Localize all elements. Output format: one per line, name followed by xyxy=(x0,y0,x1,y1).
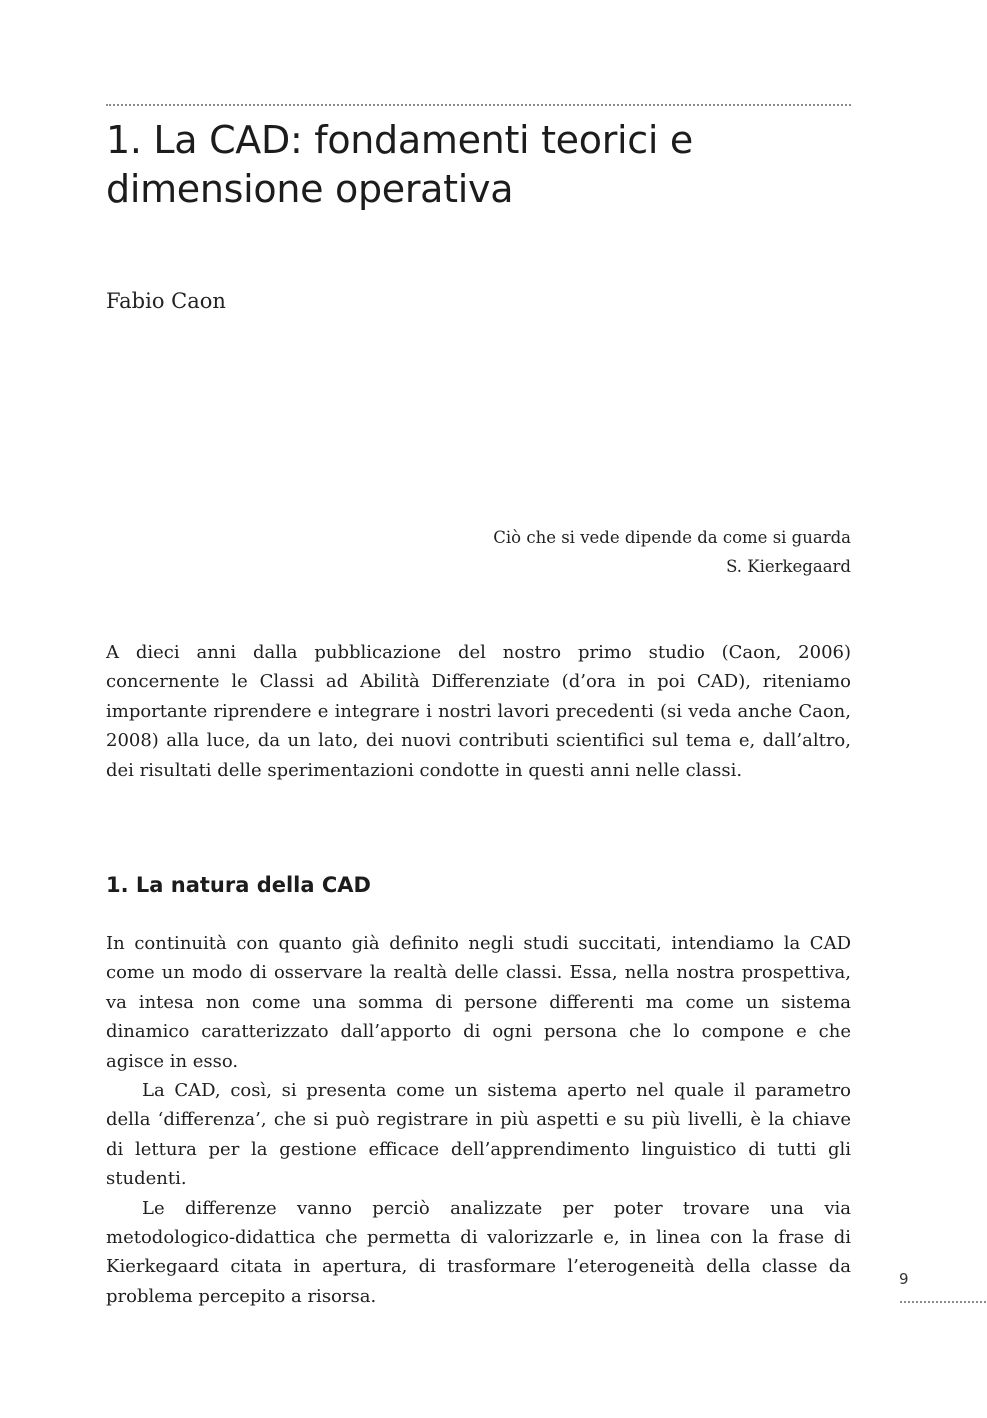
top-dotted-rule xyxy=(106,104,851,106)
chapter-title xyxy=(106,116,866,214)
section-paragraph-2: La CAD, così, si presenta come un sistema aperto nel quale il parametro della ‘differenza’, che si può registrare in più aspetti e su più livelli, è la chiave di lettura per la gestione efficace dell’apprendimento linguistico di tutti gli studenti. xyxy=(106,1080,851,1190)
section-paragraph-3: Le differenze vanno perciò analizzate per poter trovare una via metodologico-didattica che permetta di valorizzarle e, in linea con la frase di Kierkegaard citata in apertura, di trasformare l’eterogeneità della classe da problema percepito a risorsa. xyxy=(106,1197,851,1307)
chapter-author: Fabio Caon xyxy=(106,289,226,313)
epigraph-quote: Ciò che si vede dipende da come si guarda xyxy=(493,528,851,547)
epigraph-attribution: S. Kierkegaard xyxy=(726,557,851,576)
chapter-title-line-1: 1. La CAD: fondamenti teorici e xyxy=(106,118,693,162)
section-body xyxy=(106,929,851,1311)
intro-section xyxy=(106,638,851,785)
chapter-title-line-2: dimensione operativa xyxy=(106,167,514,211)
section-paragraph-1: In continuità con quanto già definito negli studi succitati, intendiamo la CAD come un modo di osservare la realtà delle classi. Essa, nella nostra prospettiva, va intesa non come una somma di persone differenti ma come un sistema dinamico caratterizzato dall’apporto di ogni persona che lo compone e che agisce in esso. xyxy=(106,933,851,1072)
page-number: 9 xyxy=(899,1270,909,1288)
section-heading: 1. La natura della CAD xyxy=(106,873,371,897)
epigraph xyxy=(380,523,851,581)
intro-paragraph: A dieci anni dalla pubblicazione del nostro primo studio (Caon, 2006) concernente le Classi ad Abilità Differenziate (d’ora in poi CAD), riteniamo importante riprendere e integrare i nostri lavori precedenti (si veda anche Caon, 2008) alla luce, da un lato, dei nuovi contributi scientifici sul tema e, dall’altro, dei risultati delle sperimentazioni condotte in questi anni nelle classi. xyxy=(106,642,851,781)
page-number-dotted-rule xyxy=(900,1301,986,1303)
